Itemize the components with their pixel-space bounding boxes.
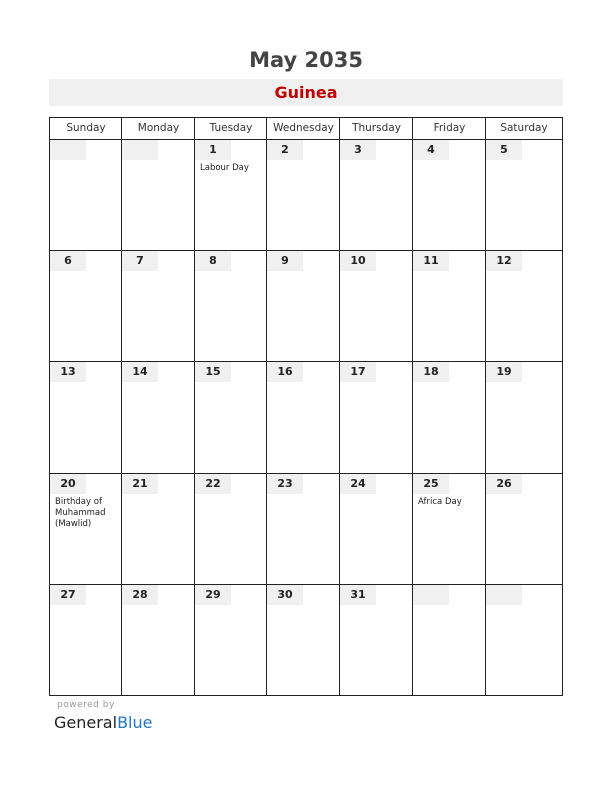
day-number: 29: [205, 588, 221, 601]
day-number-box: [122, 140, 158, 160]
day-cell[interactable]: [486, 362, 561, 472]
weekday-header-sunday: Sunday: [66, 122, 106, 134]
day-number: 15: [205, 365, 221, 378]
day-number: 12: [496, 254, 512, 267]
day-number: 27: [60, 588, 76, 601]
day-number: 4: [427, 143, 435, 156]
day-cell[interactable]: [195, 362, 266, 472]
day-cell[interactable]: [122, 251, 194, 361]
day-cell[interactable]: [340, 251, 412, 361]
day-number: 5: [500, 143, 508, 156]
day-number: 10: [350, 254, 366, 267]
day-number: 1: [209, 143, 217, 156]
page-title: May 2035: [249, 48, 363, 72]
day-cell[interactable]: [267, 251, 339, 361]
day-cell[interactable]: [122, 585, 194, 695]
day-number-box: [50, 140, 86, 160]
day-cell[interactable]: [195, 474, 266, 584]
day-number: 3: [354, 143, 362, 156]
day-number: 26: [496, 477, 512, 490]
holiday-label: Africa Day: [418, 497, 462, 507]
weekday-header-wednesday: Wednesday: [273, 122, 334, 134]
day-cell[interactable]: [413, 362, 485, 472]
holiday-label: Birthday of Muhammad (Mawlid): [55, 497, 106, 529]
day-number: 11: [423, 254, 439, 267]
weekday-header-saturday: Saturday: [500, 122, 548, 134]
day-number: 6: [64, 254, 72, 267]
day-number-box: [413, 585, 449, 605]
day-cell[interactable]: [267, 474, 339, 584]
day-cell[interactable]: [413, 140, 485, 250]
day-number: 8: [209, 254, 217, 267]
brand-general: General: [54, 713, 118, 732]
day-cell[interactable]: [340, 474, 412, 584]
holiday-label: Labour Day: [200, 163, 249, 173]
day-cell[interactable]: [195, 585, 266, 695]
day-number: 19: [496, 365, 512, 378]
day-number: 16: [277, 365, 293, 378]
powered-by-label: powered by: [57, 700, 115, 710]
empty-day-cell: [413, 585, 485, 695]
day-number: 23: [277, 477, 293, 490]
day-number: 13: [60, 365, 76, 378]
day-number: 14: [132, 365, 148, 378]
empty-day-cell: [486, 585, 561, 695]
day-number: 31: [350, 588, 366, 601]
weekday-header-thursday: Thursday: [352, 122, 401, 134]
day-cell[interactable]: [413, 474, 485, 584]
day-number-box: [486, 585, 522, 605]
day-cell[interactable]: [267, 362, 339, 472]
day-number: 2: [281, 143, 289, 156]
weekday-header-monday: Monday: [137, 122, 180, 134]
day-cell[interactable]: [50, 251, 121, 361]
day-number: 20: [60, 477, 76, 490]
day-cell[interactable]: [267, 585, 339, 695]
day-number: 30: [277, 588, 293, 601]
weekday-header-tuesday: Tuesday: [209, 122, 253, 134]
day-cell[interactable]: [50, 474, 121, 584]
day-number: 25: [423, 477, 439, 490]
day-cell[interactable]: [195, 251, 266, 361]
day-cell[interactable]: [486, 251, 561, 361]
brand-blue: Blue: [117, 713, 153, 732]
empty-day-cell: [122, 140, 194, 250]
day-cell[interactable]: [413, 251, 485, 361]
day-number: 18: [423, 365, 439, 378]
weekday-header-friday: Friday: [433, 122, 466, 134]
day-number: 22: [205, 477, 221, 490]
calendar-grid: [49, 117, 563, 696]
day-cell[interactable]: [340, 362, 412, 472]
day-cell[interactable]: [50, 362, 121, 472]
day-cell[interactable]: [267, 140, 339, 250]
day-cell[interactable]: [340, 585, 412, 695]
empty-day-cell: [50, 140, 121, 250]
country-name: Guinea: [274, 83, 338, 102]
day-number: 7: [136, 254, 144, 267]
day-number: 28: [132, 588, 148, 601]
day-cell[interactable]: [50, 585, 121, 695]
country-banner: [49, 79, 563, 106]
day-cell[interactable]: [195, 140, 266, 250]
day-cell[interactable]: [122, 362, 194, 472]
day-cell[interactable]: [122, 474, 194, 584]
day-cell[interactable]: [486, 140, 561, 250]
generalblue-logo[interactable]: [54, 713, 152, 732]
day-number: 24: [350, 477, 366, 490]
day-cell[interactable]: [340, 140, 412, 250]
day-cell[interactable]: [486, 474, 561, 584]
day-number: 9: [281, 254, 289, 267]
day-number: 21: [132, 477, 148, 490]
day-number: 17: [350, 365, 366, 378]
